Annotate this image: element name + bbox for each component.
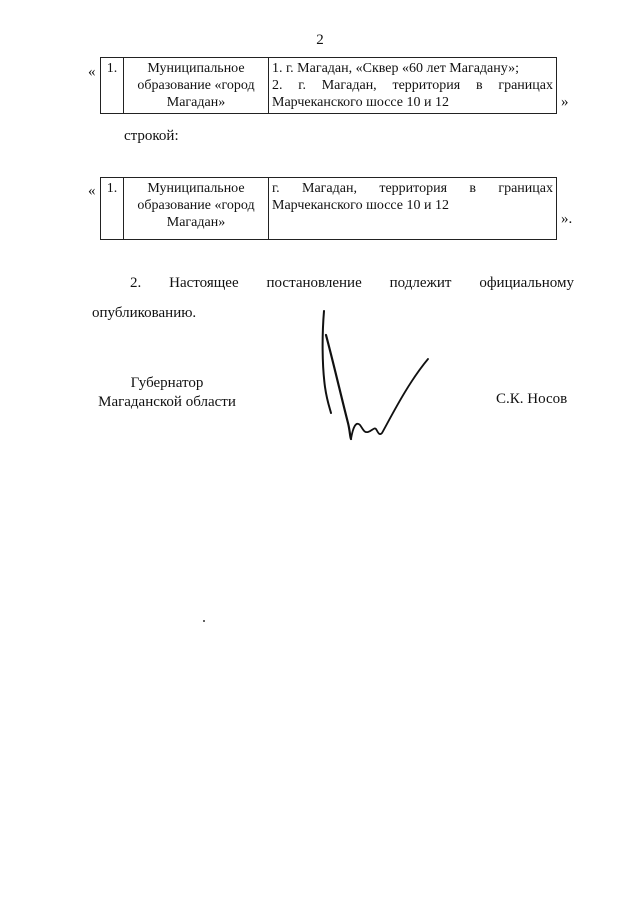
address-line: Марчеканского шоссе 10 и 12	[272, 198, 449, 213]
signer-name: С.К. Носов	[496, 391, 568, 407]
paragraph-line: 2. Настоящее постановление подлежит официальному	[130, 275, 574, 291]
address-line: 2. г. Магадан, территория в границах	[272, 78, 553, 93]
paragraph-line: опубликованию.	[92, 305, 197, 321]
address-cell	[269, 178, 557, 240]
row-number: 1.	[101, 178, 124, 240]
address-cell	[269, 58, 557, 114]
municipal-entity-cell	[124, 58, 269, 114]
replacement-label: строкой:	[124, 128, 179, 144]
entity-line: Магадан»	[166, 95, 226, 110]
address-line: 1. г. Магадан, «Сквер «60 лет Магадану»;	[272, 61, 519, 76]
new-row-table	[100, 177, 557, 240]
entity-line: Магадан»	[166, 215, 226, 230]
old-row-table	[100, 57, 557, 114]
entity-line: Муниципальное	[147, 61, 245, 76]
address-line: г. Магадан, территория в границах	[272, 181, 553, 196]
table-row	[101, 178, 557, 240]
signer-title-line: Магаданской области	[98, 394, 236, 410]
row-number: 1.	[101, 58, 124, 114]
scan-speck	[203, 620, 205, 622]
municipal-entity-cell	[124, 178, 269, 240]
page-number: 2	[316, 32, 324, 48]
signer-title-line: Губернатор	[130, 375, 204, 391]
closing-quote: ».	[561, 211, 573, 227]
signer-title	[92, 374, 242, 412]
entity-line: образование «город	[137, 198, 255, 213]
entity-line: образование «город	[137, 78, 255, 93]
table-row	[101, 58, 557, 114]
closing-quote: »	[561, 94, 569, 110]
handwritten-signature	[300, 305, 440, 445]
opening-quote: «	[88, 183, 96, 199]
address-line: Марчеканского шоссе 10 и 12	[272, 95, 449, 110]
entity-line: Муниципальное	[147, 181, 245, 196]
opening-quote: «	[88, 64, 96, 80]
